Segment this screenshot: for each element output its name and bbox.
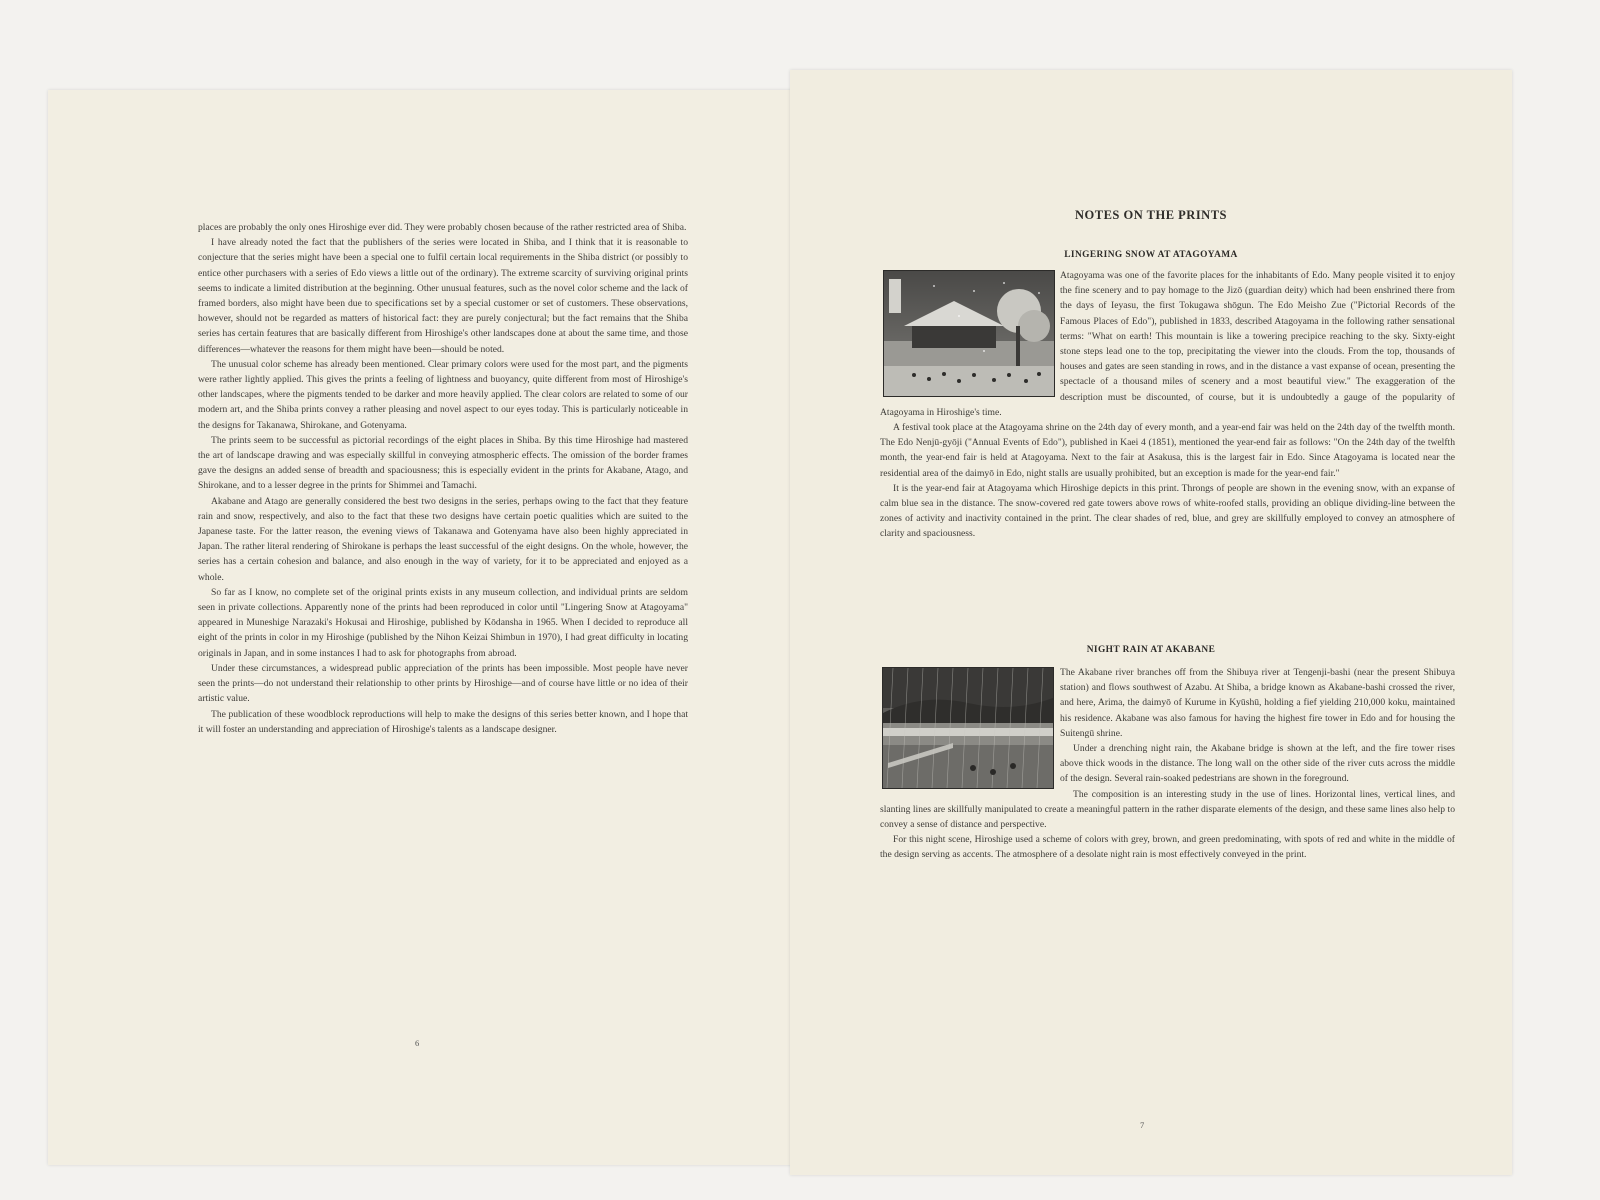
paragraph: A festival took place at the Atagoyama shrine on the 24th day of every month, and a year-end fair was held on the 24th day of the twelfth month. The Edo Nenjū-gyōji ("Annual Events of Edo"), published in Kaei 4 (1851), mentioned the year-end fair as follows: "On the 24th day of the twelfth month, the year-end fair is held at Atagoyama. Next to the fair at Asakusa, this is the largest fair in Edo. Since Atagoyama is located near the residential area of the daimyō in Edo, night stalls are usually prohibited, but an exception is made for the year-end fair."	[880, 422, 1455, 479]
paragraph: Under a drenching night rain, the Akabane bridge is shown at the left, and the fire tower rises above thick woods in the distance. The long wall on the other side of the river cuts across the middle of the design. Several rain-soaked pedestrians are shown in the foreground.	[1060, 743, 1455, 785]
paragraph: I have already noted the fact that the publishers of the series were located in Shiba, and I think that it is reasonable to conjecture that the series might have been a special one to fulfil certain local requirements in the Shiba district (or possibly to entice other purchasers with a series of Edo views a little out of the ordinary). The extreme scarcity of surviving original prints seems to indicate a limited distribution at the beginning. Other unusual features, such as the novel color scheme and the lack of framed borders, also might have been due to specifications set by a special customer or set of customers. These observations, however, should not be regarded as matters of historical fact: they are purely conjectural; but the fact remains that the Shiba series has certain features that are basically different from Hiroshige's other landscapes done at about the same time, and those differences—whatever the reasons for them might have been—should be noted.	[198, 237, 688, 355]
paragraph: The unusual color scheme has already been mentioned. Clear primary colors were used for the most part, and the pigments were rather lightly applied. This gives the prints a feeling of lightness and buoyancy, quite different from most of Hiroshige's other landscapes, where the pigments tended to be darker and more heavily applied. The clear colors are related to some of our modern art, and the Shiba prints convey a rather pleasing and novel aspect to our eyes today. This is particularly noticeable in the designs for Takanawa, Shirokane, and Gotenyama.	[198, 358, 688, 431]
paragraph: places are probably the only ones Hiroshige ever did. They were probably chosen because of the rather restricted area of Shiba.	[198, 222, 687, 233]
paragraph: Akabane and Atago are generally considered the best two designs in the series, perhaps owing to the fact that they feature rain and snow, respectively, and also to the fact that these two designs have certain poetic qualities which are suited to the Japanese taste. For the latter reason, the evening views of Takanawa and Gotenyama have also been highly appreciated in Japan. The rather literal rendering of Shirokane is perhaps the least successful of the eight designs. On the whole, however, the series has a certain cohesion and balance, and also enough in the way of variety, for it to be appreciated and enjoyed as a whole.	[198, 495, 688, 583]
right-page	[790, 70, 1512, 1175]
page-title: NOTES ON THE PRINTS	[1074, 208, 1228, 222]
section-heading-atagoyama: LINGERING SNOW AT ATAGOYAMA	[1064, 250, 1238, 260]
page-number: 7	[1140, 1120, 1145, 1130]
paragraph: For this night scene, Hiroshige used a scheme of colors with grey, brown, and green predominating, with spots of red and white in the middle of the design serving as accents. The atmosphere of a desolate night rain is most effectively conveyed in the print.	[880, 834, 1455, 861]
paragraph: Under these circumstances, a widespread public appreciation of the prints has been impossible. Most people have never seen the prints—do not understand their relationship to other prints by Hiroshige—and of course have little or no idea of their artistic value.	[198, 662, 688, 705]
paragraph: Atagoyama was one of the favorite places for the inhabitants of Edo. Many people visited it to enjoy the fine scenery and to pay homage to the Jizō (guardian deity) which had been enshrined there from the days of Ieyasu, the first Tokugawa shōgun. The Edo Meisho Zue ("Pictorial Records of the Famous Places of Edo"), published in 1833, described Atagoyama in the following rather sensational terms: "What on earth! This mountain is like a towering precipice reaching to the sky. Sixty-eight stone steps lead one to the top, precipitating the viewer into the clouds. From the top, thousands of houses and gates are seen standing in rows, and in the distance a vast expanse of ocean, presenting the spectacle of a thousand miles of scenery and a most beautiful view." The exaggeration of the description must be discounted, of course, but it is undoubtedly a gauge of the popularity of Atagoyama in Hiroshige's time.	[880, 270, 1455, 418]
paragraph: The Akabane river branches off from the Shibuya river at Tengenji-bashi (near the present Shibuya station) and flows southwest of Azabu. At Shiba, a bridge known as Akabane-bashi crossed the river, and here, Arima, the daimyō of Kurume in Kyūshū, holding a fief yielding 210,000 koku, maintained his residence. Akabane was also famous for having the highest fire tower in Edo and for housing the Suitengū shrine.	[1060, 667, 1455, 739]
paragraph: So far as I know, no complete set of the original prints exists in any museum collection, and individual prints are seldom seen in private collections. Apparently none of the prints had been reproduced in color until "Lingering Snow at Atagoyama" appeared in Muneshige Narazaki's Hokusai and Hiroshige, published by Kōdansha in 1965. When I decided to reproduce all eight of the prints in color in my Hiroshige (published by the Nihon Keizai Shimbun in 1970), I had great difficulty in locating originals in Japan, and in some instances I had to ask for photographs from abroad.	[198, 586, 688, 659]
paragraph: The composition is an interesting study in the use of lines. Horizontal lines, vertical lines, and slanting lines are skillfully manipulated to create a meaningful pattern in the rather disparate elements of the design, and these same lines also help to convey a sense of distance and perspective.	[880, 788, 1455, 831]
section-text-atagoyama	[880, 268, 1455, 542]
section-text-akabane	[880, 665, 1455, 863]
section-heading-akabane: NIGHT RAIN AT AKABANE	[1086, 645, 1216, 655]
paragraph: The publication of these woodblock reproductions will help to make the designs of this series better known, and I hope that it will foster an understanding and appreciation of Hiroshige's talents as a landscape designer.	[198, 708, 688, 735]
paragraph: It is the year-end fair at Atagoyama which Hiroshige depicts in this print. Throngs of people are shown in the evening snow, with an expanse of calm blue sea in the distance. The snow-covered red gate towers above rows of white-roofed stalls, providing an oblique dividing-line between the zones of activity and inactivity contained in the print. The clear shades of red, blue, and grey are skillfully employed to convey an atmosphere of clarity and spaciousness.	[880, 482, 1455, 540]
paragraph: The prints seem to be successful as pictorial recordings of the eight places in Shiba. By this time Hiroshige had mastered the art of landscape drawing and was especially skillful in conveying atmospheric effects. The omission of the border frames gave the designs an added sense of breadth and spaciousness; this is especially evident in the prints for Akabane, Atago, and Shirokane, and to a lesser degree in the prints for Shimmei and Tamachi.	[198, 434, 688, 492]
page-number: 6	[415, 1038, 420, 1048]
left-page-text	[198, 220, 688, 737]
left-page	[48, 90, 803, 1165]
